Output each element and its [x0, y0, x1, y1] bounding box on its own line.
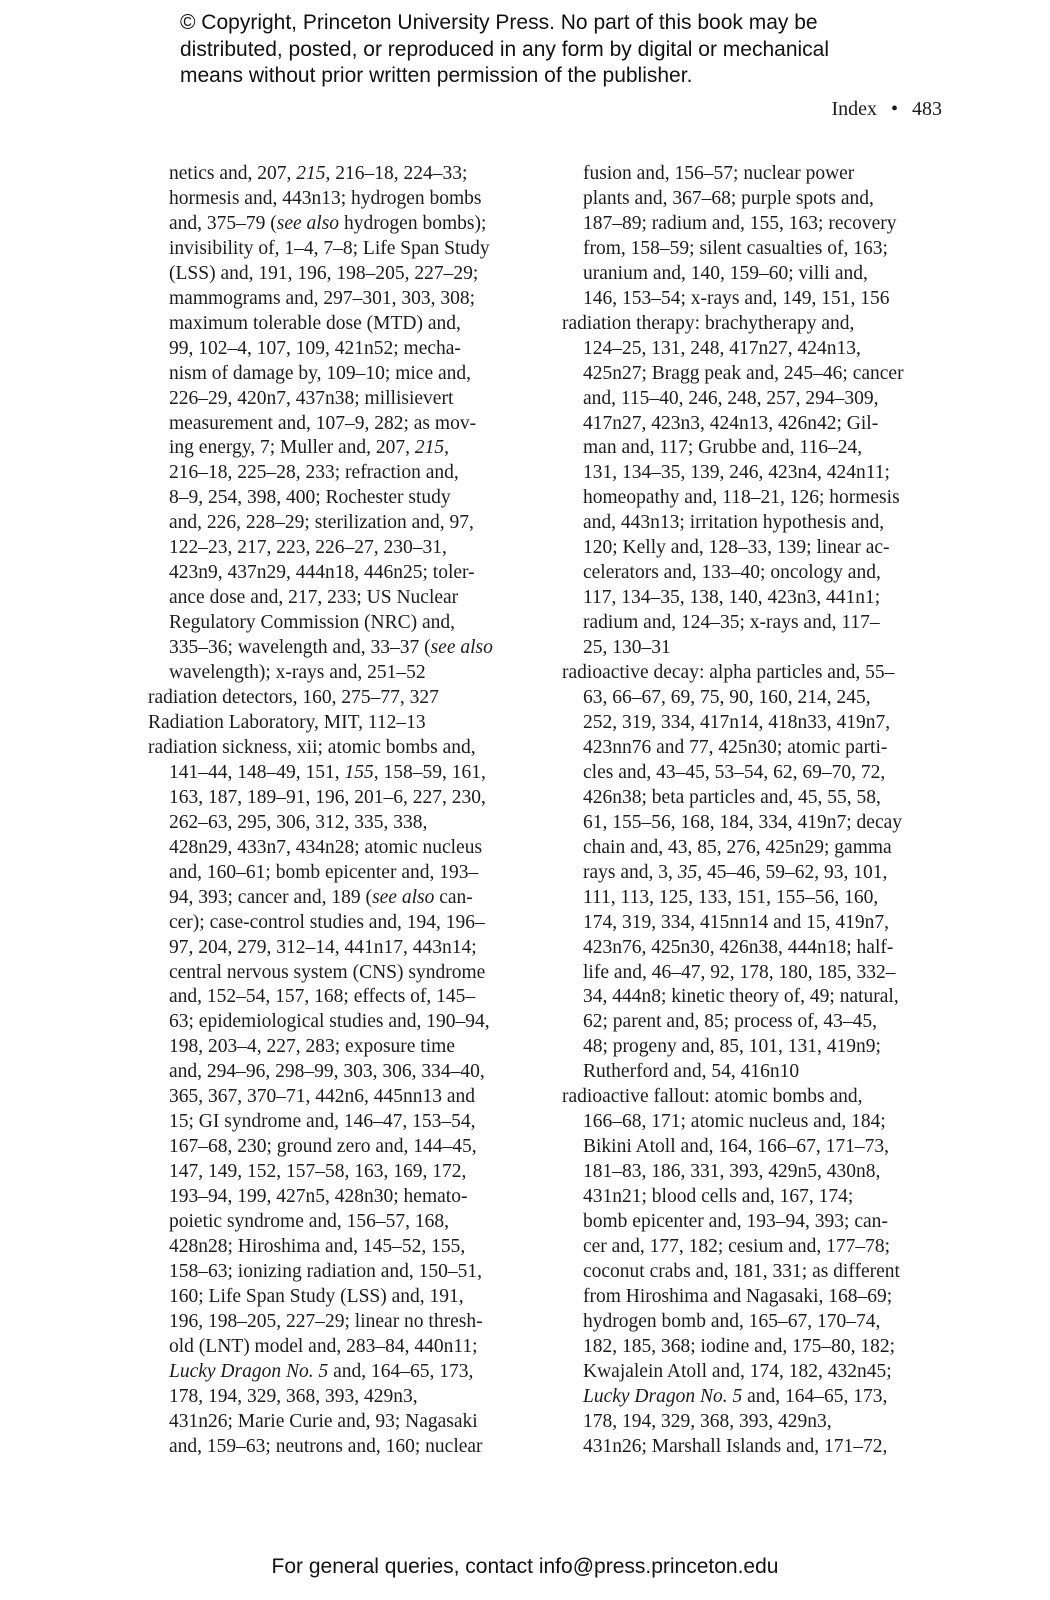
- index-continuation-line: 34, 444n8; kinetic theory of, 49; natural,: [583, 986, 899, 1008]
- index-continuation-line: netics and, 207, 215, 216–18, 224–33;: [169, 163, 468, 184]
- index-continuation-line: 417n27, 423n3, 424n13, 426n42; Gil-: [583, 412, 879, 434]
- index-continuation-line: 423n9, 437n29, 444n18, 446n25; toler-: [169, 562, 475, 584]
- bullet-separator: •: [890, 98, 898, 120]
- index-continuation-line: 425n27; Bragg peak and, 245–46; cancer: [583, 362, 904, 384]
- index-continuation-line: 431n21; blood cells and, 167, 174;: [583, 1186, 854, 1208]
- index-entry-line: radiation therapy: brachytherapy and,: [562, 312, 855, 334]
- index-continuation-line: celerators and, 133–40; oncology and,: [583, 562, 881, 584]
- index-continuation-line: cles and, 43–45, 53–54, 62, 69–70, 72,: [583, 761, 886, 783]
- index-continuation-line: 63; epidemiological studies and, 190–94,: [169, 1011, 490, 1033]
- index-continuation-line: chain and, 43, 85, 276, 425n29; gamma: [583, 836, 892, 858]
- index-continuation-line: 226–29, 420n7, 437n38; millisievert: [169, 387, 454, 409]
- running-head: [831, 97, 942, 121]
- copyright-notice: [180, 10, 940, 90]
- index-continuation-line: Rutherford and, 54, 416n10: [583, 1061, 800, 1083]
- copyright-line: means without prior written permission of the publisher.: [180, 64, 693, 87]
- index-continuation-line: 163, 187, 189–91, 196, 201–6, 227, 230,: [169, 786, 486, 808]
- index-continuation-line: 15; GI syndrome and, 146–47, 153–54,: [169, 1111, 476, 1133]
- index-continuation-line: 160; Life Span Study (LSS) and, 191,: [169, 1285, 464, 1307]
- index-continuation-line: 178, 194, 329, 368, 393, 429n3,: [169, 1385, 418, 1407]
- index-continuation-line: maximum tolerable dose (MTD) and,: [169, 312, 461, 334]
- index-continuation-line: 166–68, 171; atomic nucleus and, 184;: [583, 1111, 886, 1133]
- index-continuation-line: 131, 134–35, 139, 246, 423n4, 424n11;: [583, 462, 890, 484]
- index-continuation-line: bomb epicenter and, 193–94, 393; can-: [583, 1211, 888, 1233]
- index-continuation-line: 141–44, 148–49, 151, 155, 158–59, 161,: [169, 761, 486, 783]
- index-continuation-line: from, 158–59; silent casualties of, 163;: [583, 237, 888, 259]
- index-continuation-line: and, 152–54, 157, 168; effects of, 145–: [169, 986, 476, 1008]
- index-entry-line: radioactive fallout: atomic bombs and,: [562, 1086, 863, 1108]
- index-continuation-line: 181–83, 186, 331, 393, 429n5, 430n8,: [583, 1161, 881, 1183]
- index-continuation-line: 117, 134–35, 138, 140, 423n3, 441n1;: [583, 587, 881, 609]
- index-continuation-line: (LSS) and, 191, 196, 198–205, 227–29;: [169, 262, 479, 284]
- index-continuation-line: Regulatory Commission (NRC) and,: [169, 612, 455, 634]
- index-continuation-line: 120; Kelly and, 128–33, 139; linear ac-: [583, 537, 890, 559]
- index-continuation-line: Lucky Dragon No. 5 and, 164–65, 173,: [169, 1360, 474, 1382]
- index-continuation-line: 428n29, 433n7, 434n28; atomic nucleus: [169, 836, 483, 858]
- index-continuation-line: 167–68, 230; ground zero and, 144–45,: [169, 1136, 477, 1158]
- index-continuation-line: 158–63; ionizing radiation and, 150–51,: [169, 1260, 483, 1282]
- index-column-left: [148, 162, 528, 1460]
- index-continuation-line: 335–36; wavelength and, 33–37 (see also: [169, 637, 493, 659]
- index-continuation-line: 99, 102–4, 107, 109, 421n52; mecha-: [169, 337, 461, 359]
- index-continuation-line: and, 294–96, 298–99, 303, 306, 334–40,: [169, 1061, 485, 1083]
- index-continuation-line: 94, 393; cancer and, 189 (see also can-: [169, 886, 473, 908]
- index-continuation-line: cer); case-control studies and, 194, 196–: [169, 911, 485, 933]
- index-continuation-line: mammograms and, 297–301, 303, 308;: [169, 287, 476, 309]
- copyright-line: © Copyright, Princeton University Press. No part of this book may be: [180, 11, 818, 34]
- index-continuation-line: man and, 117; Grubbe and, 116–24,: [583, 437, 863, 459]
- index-continuation-line: 147, 149, 152, 157–58, 163, 169, 172,: [169, 1161, 467, 1183]
- index-continuation-line: 193–94, 199, 427n5, 428n30; hemato-: [169, 1186, 468, 1208]
- index-continuation-line: 8–9, 254, 398, 400; Rochester study: [169, 487, 451, 509]
- index-continuation-line: and, 226, 228–29; sterilization and, 97,: [169, 512, 474, 534]
- index-continuation-line: 62; parent and, 85; process of, 43–45,: [583, 1011, 878, 1033]
- index-continuation-line: 124–25, 131, 248, 417n27, 424n13,: [583, 337, 861, 359]
- index-continuation-line: rays and, 3, 35, 45–46, 59–62, 93, 101,: [583, 861, 888, 883]
- index-continuation-line: 428n28; Hiroshima and, 145–52, 155,: [169, 1235, 466, 1257]
- index-continuation-line: old (LNT) model and, 283–84, 440n11;: [169, 1335, 478, 1357]
- index-continuation-line: cer and, 177, 182; cesium and, 177–78;: [583, 1235, 891, 1257]
- footer-contact: For general queries, contact info@press.princeton.edu: [271, 1555, 779, 1578]
- index-continuation-line: 423n76, 425n30, 426n38, 444n18; half-: [583, 936, 894, 958]
- index-continuation-line: from Hiroshima and Nagasaki, 168–69;: [583, 1285, 893, 1307]
- index-continuation-line: 178, 194, 329, 368, 393, 429n3,: [583, 1410, 832, 1432]
- index-continuation-line: Bikini Atoll and, 164, 166–67, 171–73,: [583, 1136, 890, 1158]
- index-column-right: [562, 162, 947, 1460]
- index-continuation-line: 122–23, 217, 223, 226–27, 230–31,: [169, 537, 447, 559]
- index-continuation-line: 252, 319, 334, 417n14, 418n33, 419n7,: [583, 711, 891, 733]
- index-continuation-line: plants and, 367–68; purple spots and,: [583, 187, 874, 209]
- index-continuation-line: homeopathy and, 118–21, 126; hormesis: [583, 487, 900, 509]
- index-continuation-line: 48; progeny and, 85, 101, 131, 419n9;: [583, 1036, 881, 1058]
- index-continuation-line: 262–63, 295, 306, 312, 335, 338,: [169, 811, 428, 833]
- index-continuation-line: Kwajalein Atoll and, 174, 182, 432n45;: [583, 1360, 892, 1382]
- index-continuation-line: and, 160–61; bomb epicenter and, 193–: [169, 861, 479, 883]
- index-continuation-line: 182, 185, 368; iodine and, 175–80, 182;: [583, 1335, 895, 1357]
- section-label: Index: [831, 98, 877, 120]
- index-continuation-line: and, 115–40, 246, 248, 257, 294–309,: [583, 387, 879, 409]
- index-continuation-line: 63, 66–67, 69, 75, 90, 160, 214, 245,: [583, 687, 871, 709]
- index-continuation-line: 198, 203–4, 227, 283; exposure time: [169, 1036, 455, 1058]
- index-continuation-line: and, 159–63; neutrons and, 160; nuclear: [169, 1435, 483, 1457]
- index-continuation-line: hydrogen bomb and, 165–67, 170–74,: [583, 1310, 881, 1332]
- index-continuation-line: 25, 130–31: [583, 637, 671, 659]
- index-continuation-line: 431n26; Marshall Islands and, 171–72,: [583, 1435, 888, 1457]
- index-continuation-line: ance dose and, 217, 233; US Nuclear: [169, 587, 459, 609]
- page-number: 483: [912, 98, 942, 120]
- index-continuation-line: ing energy, 7; Muller and, 207, 215,: [169, 437, 449, 459]
- index-entry-line: radiation sickness, xii; atomic bombs and,: [148, 736, 476, 758]
- index-continuation-line: 216–18, 225–28, 233; refraction and,: [169, 462, 459, 484]
- index-continuation-line: 187–89; radium and, 155, 163; recovery: [583, 212, 897, 234]
- index-continuation-line: 174, 319, 334, 415nn14 and 15, 419n7,: [583, 911, 890, 933]
- index-continuation-line: wavelength); x-rays and, 251–52: [169, 662, 426, 684]
- index-continuation-line: measurement and, 107–9, 282; as mov-: [169, 412, 477, 434]
- copyright-line: distributed, posted, or reproduced in any form by digital or mechanical: [180, 37, 830, 61]
- index-continuation-line: and, 375–79 (see also hydrogen bombs);: [169, 212, 487, 234]
- index-continuation-line: Lucky Dragon No. 5 and, 164–65, 173,: [583, 1385, 888, 1407]
- index-continuation-line: fusion and, 156–57; nuclear power: [583, 163, 855, 184]
- index-entry-line: radiation detectors, 160, 275–77, 327: [148, 687, 439, 709]
- index-continuation-line: central nervous system (CNS) syndrome: [169, 961, 486, 983]
- index-continuation-line: and, 443n13; irritation hypothesis and,: [583, 512, 885, 534]
- index-continuation-line: life and, 46–47, 92, 178, 180, 185, 332–: [583, 961, 896, 983]
- index-continuation-line: nism of damage by, 109–10; mice and,: [169, 362, 472, 384]
- index-continuation-line: 146, 153–54; x-rays and, 149, 151, 156: [583, 287, 890, 309]
- index-continuation-line: hormesis and, 443n13; hydrogen bombs: [169, 187, 482, 209]
- index-continuation-line: 97, 204, 279, 312–14, 441n17, 443n14;: [169, 936, 477, 958]
- index-continuation-line: 111, 113, 125, 133, 151, 155–56, 160,: [583, 886, 879, 908]
- index-continuation-line: 61, 155–56, 168, 184, 334, 419n7; decay: [583, 811, 903, 833]
- index-continuation-line: 426n38; beta particles and, 45, 55, 58,: [583, 786, 881, 808]
- index-continuation-line: 431n26; Marie Curie and, 93; Nagasaki: [169, 1410, 478, 1432]
- index-continuation-line: uranium and, 140, 159–60; villi and,: [583, 262, 868, 284]
- index-entry-line: radioactive decay: alpha particles and, 55–: [562, 662, 895, 684]
- index-continuation-line: invisibility of, 1–4, 7–8; Life Span Study: [169, 237, 490, 259]
- index-continuation-line: 365, 367, 370–71, 442n6, 445nn13 and: [169, 1086, 476, 1108]
- index-continuation-line: coconut crabs and, 181, 331; as different: [583, 1260, 900, 1282]
- index-continuation-line: 196, 198–205, 227–29; linear no thresh-: [169, 1310, 483, 1332]
- index-continuation-line: poietic syndrome and, 156–57, 168,: [169, 1211, 449, 1233]
- index-continuation-line: 423nn76 and 77, 425n30; atomic parti-: [583, 736, 888, 758]
- index-continuation-line: radium and, 124–35; x-rays and, 117–: [583, 612, 880, 634]
- index-entry-line: Radiation Laboratory, MIT, 112–13: [148, 711, 426, 733]
